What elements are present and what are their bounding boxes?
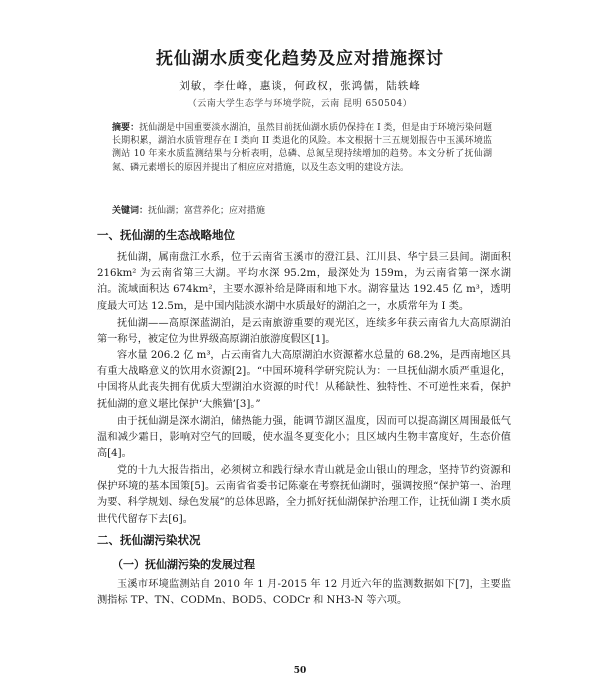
author-list: 刘敏，李仕峰，惠谈，何政权，张鸿儒，陆轶峰 [179,80,421,92]
section-2-heading: 二、抚仙湖污染状况 [97,533,201,547]
section-1-paragraph-2: 抚仙湖——高原深蓝湖泊，是云南旅游重要的观光区，连续多年获云南省九大高原湖泊第一称号，被定位为世界级高原湖泊旅游度假区[1]。 [97,318,511,346]
keywords-text: 抚仙湖；富营养化；应对措施 [148,206,266,216]
section-1-heading: 一、抚仙湖的生态战略地位 [97,228,235,242]
section-1-paragraph-3: 容水量 206.2 亿 m³，占云南省九大高原湖泊水资源蓄水总量的 68.2%，是西南地区具有重大战略意义的饮用水资源[2]。“中国环境科学研究院认为：一旦抚仙湖水质严重退化，中国将从此丧失拥有优质大型湖泊水资源的时代！从稀缺性、独特性、不可逆性来看，保护抚仙湖的意义堪比保护‘大熊猫’[3]。” [97,350,511,410]
section-2-paragraph: 玉溪市环境监测站自 2010 年 1 月-2015 年 12 月近六年的监测数据如下[7]，主要监测指标 TP、TN、CODMn、BOD5、CODCr 和 NH3-N 等六项。 [97,579,511,607]
page-number: 50 [293,666,307,676]
paper-title: 抚仙湖水质变化趋势及应对措施探讨 [156,49,444,69]
abstract-text: 抚仙湖是中国重要淡水湖泊，虽然目前抚仙湖水质仍保持在 I 类，但是由于环境污染问题长期积累，湖泊水质管理存在 I 类向 II 类退化的风险。本文根据十三五规划报告中玉溪环境监测站 10 年来水质监测结果与分析表明，总磷、总氮呈现持续增加的趋势。本文分析了抚仙湖氮、磷元素增长的原因并提出了相应应对措施，以及生态文明的建设方法。 [112,123,492,173]
section-1-paragraph-5: 党的十九大报告指出，必须树立和践行绿水青山就是金山银山的理念，坚持节约资源和保护环境的基本国策[5]。云南省省委书记陈豪在考察抚仙湖时，强调按照“保护第一、治理为要、科学规划、绿色发展”的总体思路，全力抓好抚仙湖保护治理工作，让抚仙湖 I 类水质世代代留存下去[6]。 [97,465,511,525]
keywords [112,203,492,216]
abstract-label: 摘要： [112,123,140,133]
abstract [112,122,492,175]
section-1-paragraph-1: 抚仙湖，属南盘江水系，位于云南省玉溪市的澄江县、江川县、华宁县三县间。湖面积 216km² 为云南省第三大湖。平均水深 95.2m，最深处为 159m，为云南省第一深水湖泊。流域面积达 674km²，主要水源补给是降雨和地下水。湖容量达 192.45 亿 m³，透明度最大可达 12.5m，是中国内陆淡水湖中水质最好的湖泊之一，水质常年为 I 类。 [97,252,511,312]
section-1-paragraph-4: 由于抚仙湖是深水湖泊，储热能力强，能调节湖区温度，因而可以提高湖区周围最低气温和减少霜日，影响对空气的回暖，使水温冬夏变化小；且区域内生物丰富度好，生态价值高[4]。 [97,416,511,460]
affiliation: （云南大学生态学与环境学院，云南 昆明 650504） [187,99,413,109]
section-2-subheading: （一）抚仙湖污染的发展过程 [112,558,255,571]
keywords-label: 关键词： [112,206,149,216]
